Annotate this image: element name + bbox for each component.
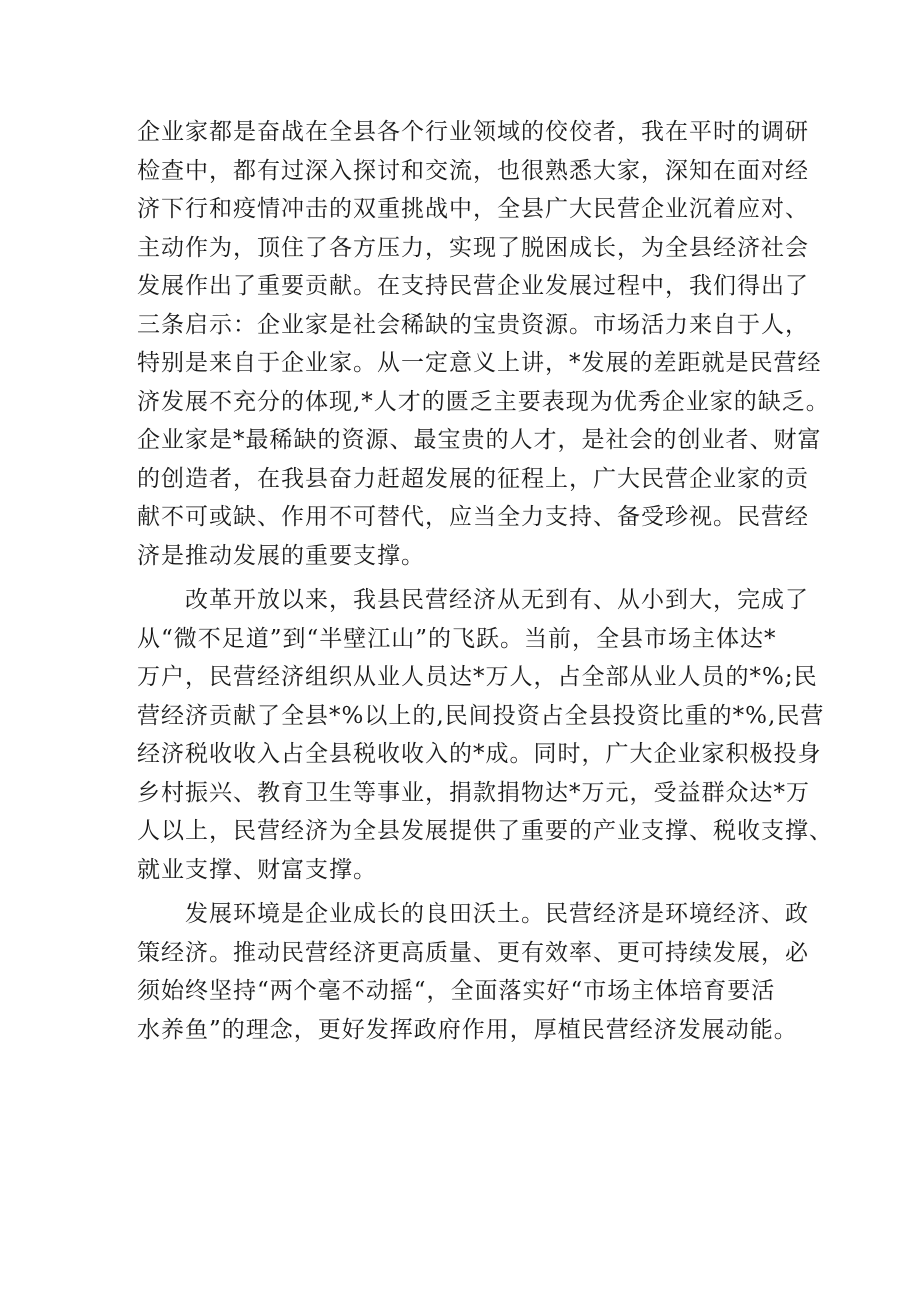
text-line: 就业支撑、财富支撑。 [137,856,377,883]
text-line: 经济税收收入占全县税收收入的*成。同时，广大企业家积极投身 [137,741,822,767]
text-line: 三条启示：企业家是社会稀缺的宝贵资源。市场活力来自于人， [137,311,809,338]
text-line: 改革开放以来，我县民营经济从无到有、从小到大，完成了 [137,587,809,613]
text-line: 济是推动发展的重要支撑。 [137,542,425,569]
text-line: 检查中，都有过深入探讨和交流，也很熟悉大家，深知在面对经 [137,157,809,184]
paragraph-1 [137,113,830,575]
text-line: 企业家都是奋战在全县各个行业领域的佼佼者，我在平时的调研 [137,119,809,145]
text-line: 人以上，民营经济为全县发展提供了重要的产业支撑、税收支撑、 [137,818,833,844]
text-line: 主动作为，顶住了各方压力，实现了脱困成长，为全县经济社会 [137,234,809,261]
text-line: 乡村振兴、教育卫生等事业，捐款捐物达*万元，受益群众达*万 [137,779,810,806]
text-line: 济下行和疫情冲击的双重挑战中，全县广大民营企业沉着应对、 [137,196,809,222]
text-line: 发展作出了重要贡献。在支持民营企业发展过程中，我们得出了 [137,273,809,299]
text-line: 须始终坚持“两个毫不动摇“，全面落实好“市场主体培育要活 [137,978,776,1004]
text-line: 的创造者，在我县奋力赶超发展的征程上，广大民营企业家的贡 [137,465,809,492]
text-line: 策经济。推动民营经济更高质量、更有效率、更可持续发展，必 [137,939,809,966]
text-line: 企业家是*最稀缺的资源、最宝贵的人才，是社会的创业者、财富 [137,427,822,453]
text-line: 水养鱼”的理念，更好发挥政府作用，厚植民营经济发展动能。 [137,1016,798,1043]
document-body [137,113,833,1049]
text-line: 发展环境是企业成长的良田沃土。民营经济是环境经济、政 [137,901,809,927]
paragraph-2 [137,581,833,889]
text-line: 济发展不充分的体现,*人才的匮乏主要表现为优秀企业家的缺乏。 [137,388,830,415]
text-line: 献不可或缺、作用不可替代，应当全力支持、备受珍视。民营经 [137,504,809,530]
paragraph-3 [137,895,809,1049]
text-line: 万户，民营经济组织从业人员达*万人，占全部从业人员的*%;民 [137,664,818,690]
text-line: 特别是来自于企业家。从一定意义上讲，*发展的差距就是民营经 [137,350,822,376]
text-line: 营经济贡献了全县*%以上的,民间投资占全县投资比重的*%,民营 [137,702,825,729]
text-line: 从“微不足道”到“半壁江山”的飞跃。当前，全县市场主体达* [137,625,777,652]
